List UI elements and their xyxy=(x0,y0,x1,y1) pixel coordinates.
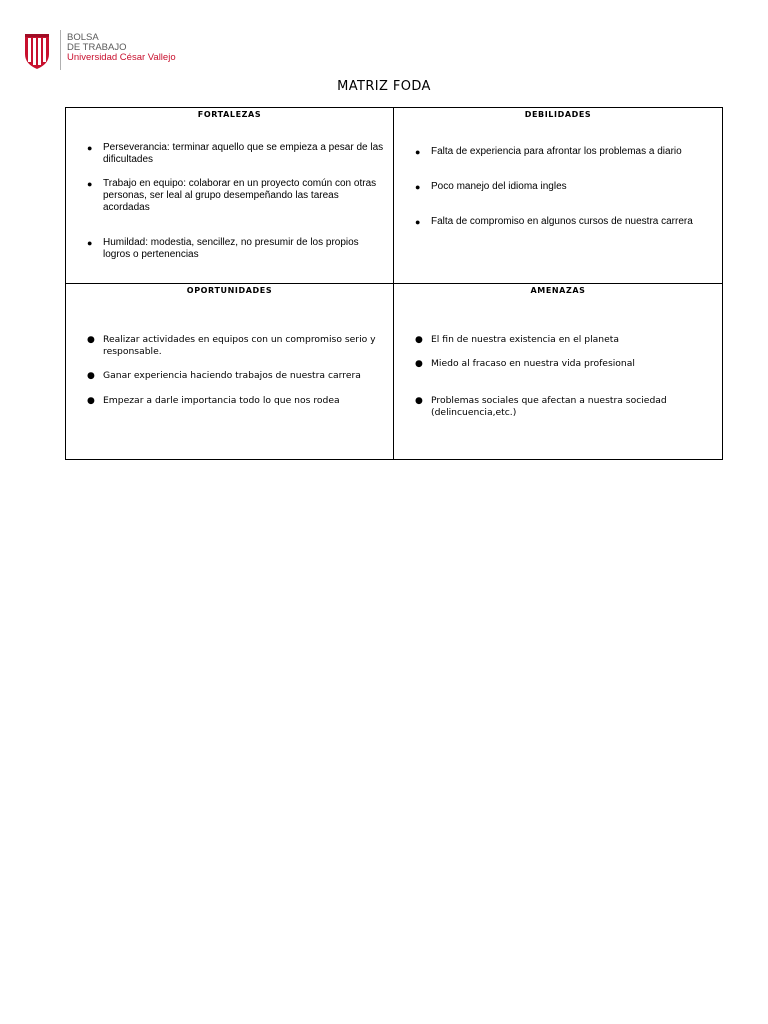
list-item xyxy=(87,178,387,214)
list-item-text: Problemas sociales que afectan a nuestra sociedad (delincuencia,etc.) xyxy=(431,395,667,418)
strengths-cell xyxy=(66,108,394,284)
list-item-text: Ganar experiencia haciendo trabajos de nuestra carrera xyxy=(103,370,361,381)
list-item-text: Perseverancia: terminar aquello que se empieza a pesar de las dificultades xyxy=(103,142,384,165)
list-item xyxy=(415,181,716,193)
list-item-text: Poco manejo del idioma ingles xyxy=(431,181,567,192)
page-title: MATRIZ FODA xyxy=(337,79,431,94)
bullet-icon: ● xyxy=(87,143,93,153)
logo-line-bolsa: BOLSA xyxy=(67,32,99,43)
list-item xyxy=(87,370,387,382)
list-item-text: Falta de compromiso en algunos cursos de nuestra carrera xyxy=(431,216,693,227)
logo-text xyxy=(67,30,176,63)
logo-line-university: Universidad César Vallejo xyxy=(67,52,176,63)
list-item xyxy=(87,334,387,358)
bullet-icon: ● xyxy=(415,147,421,157)
logo-divider xyxy=(60,30,61,70)
bullet-icon: ● xyxy=(415,359,423,369)
weaknesses-cell xyxy=(394,108,722,284)
list-item xyxy=(415,146,716,158)
threats-header: AMENAZAS xyxy=(530,286,586,295)
list-item-text: Realizar actividades en equipos con un compromiso serio y responsable. xyxy=(103,334,376,357)
list-item xyxy=(415,216,716,228)
logo-line-de-trabajo: DE TRABAJO xyxy=(67,42,127,53)
list-item-text: El fin de nuestra existencia en el planeta xyxy=(431,334,619,345)
list-item xyxy=(415,395,716,419)
list-item-text: Miedo al fracaso en nuestra vida profesional xyxy=(431,358,635,369)
weaknesses-header: DEBILIDADES xyxy=(524,110,592,119)
list-item-text: Trabajo en equipo: colaborar en un proyecto común con otras personas, ser leal al grupo desempeñando las tareas acordadas xyxy=(103,178,377,213)
bullet-icon: ● xyxy=(87,238,93,248)
opportunities-cell xyxy=(66,284,394,459)
list-item xyxy=(415,358,716,370)
list-item-text: Falta de experiencia para afrontar los problemas a diario xyxy=(431,146,682,157)
university-logo xyxy=(23,30,176,72)
list-item xyxy=(87,237,387,261)
list-item-text: Empezar a darle importancia todo lo que nos rodea xyxy=(103,395,340,406)
bullet-icon: ● xyxy=(415,396,423,406)
list-item xyxy=(87,395,387,407)
list-item xyxy=(87,142,387,166)
strengths-header: FORTALEZAS xyxy=(197,110,262,119)
list-item-text: Humildad: modestia, sencillez, no presumir de los propios logros o pertenencias xyxy=(103,237,359,260)
bullet-icon: ● xyxy=(87,396,95,406)
bullet-icon: ● xyxy=(87,179,93,189)
list-item xyxy=(415,334,716,346)
bullet-icon: ● xyxy=(415,182,421,192)
swot-matrix xyxy=(65,107,723,460)
bullet-icon: ● xyxy=(87,371,95,381)
threats-cell xyxy=(394,284,722,459)
bullet-icon: ● xyxy=(415,217,421,227)
bullet-icon: ● xyxy=(415,335,423,345)
ucv-shield-icon xyxy=(23,30,51,70)
bullet-icon: ● xyxy=(87,335,95,345)
opportunities-header: OPORTUNIDADES xyxy=(186,286,273,295)
